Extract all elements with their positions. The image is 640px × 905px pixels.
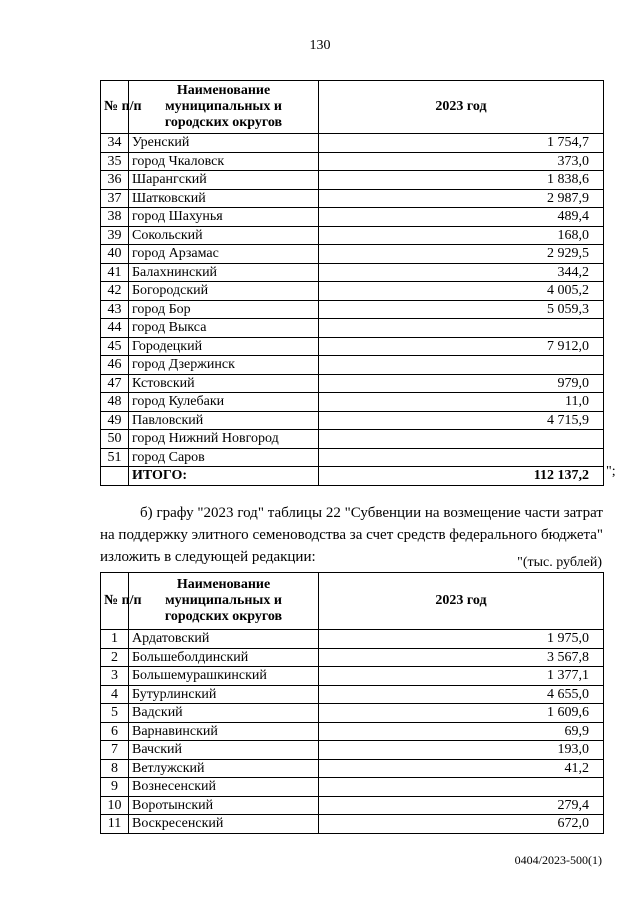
closing-quote-mark: ";: [606, 464, 616, 479]
row-number: 45: [101, 337, 129, 356]
row-number: 2: [101, 648, 129, 667]
district-name: город Бор: [129, 300, 319, 319]
row-number: 40: [101, 245, 129, 264]
table-row: [101, 300, 604, 319]
row-value: 279,4: [319, 796, 604, 815]
row-value: [319, 430, 604, 449]
row-number: 38: [101, 208, 129, 227]
district-name: Большемурашкинский: [129, 667, 319, 686]
district-name: город Кулебаки: [129, 393, 319, 412]
district-name: город Саров: [129, 448, 319, 467]
row-value: 69,9: [319, 722, 604, 741]
district-name: Воротынский: [129, 796, 319, 815]
table-body: [101, 630, 604, 834]
row-number: 6: [101, 722, 129, 741]
row-value: 489,4: [319, 208, 604, 227]
row-value: 4 655,0: [319, 685, 604, 704]
table-row: [101, 393, 604, 412]
row-value: 4 005,2: [319, 282, 604, 301]
row-number: 42: [101, 282, 129, 301]
row-value: 3 567,8: [319, 648, 604, 667]
row-value: 979,0: [319, 374, 604, 393]
district-name: Городецкий: [129, 337, 319, 356]
header-num: № п/п: [101, 573, 129, 630]
row-number: 34: [101, 134, 129, 153]
district-name: Воскресенский: [129, 815, 319, 834]
row-value: [319, 356, 604, 375]
row-value: 2 929,5: [319, 245, 604, 264]
total-label: ИТОГО:: [129, 467, 319, 486]
district-name: Шарангский: [129, 171, 319, 190]
table-row: [101, 722, 604, 741]
row-number: 7: [101, 741, 129, 760]
row-number: 46: [101, 356, 129, 375]
page-number: 130: [309, 38, 331, 53]
row-value: 2 987,9: [319, 189, 604, 208]
row-number: 5: [101, 704, 129, 723]
district-name: Сокольский: [129, 226, 319, 245]
table-row: [101, 685, 604, 704]
row-number: 10: [101, 796, 129, 815]
table-row: [101, 448, 604, 467]
table-header-row: [101, 81, 604, 134]
table-row: [101, 282, 604, 301]
table-row: [101, 337, 604, 356]
table-row: [101, 134, 604, 153]
row-number: 11: [101, 815, 129, 834]
header-year: 2023 год: [319, 81, 604, 134]
table-row: [101, 208, 604, 227]
table-row: [101, 815, 604, 834]
units-label: "(тыс. рублей): [517, 555, 602, 570]
table-row: [101, 171, 604, 190]
district-name: Богородский: [129, 282, 319, 301]
table-row: [101, 411, 604, 430]
row-number: 9: [101, 778, 129, 797]
district-name: город Арзамас: [129, 245, 319, 264]
row-number: 8: [101, 759, 129, 778]
district-name: Уренский: [129, 134, 319, 153]
table-row: [101, 759, 604, 778]
document-code: 0404/2023-500(1): [514, 853, 602, 867]
row-number: 36: [101, 171, 129, 190]
row-value: 5 059,3: [319, 300, 604, 319]
district-name: город Шахунья: [129, 208, 319, 227]
row-value: 41,2: [319, 759, 604, 778]
table-body: [101, 134, 604, 486]
row-value: 672,0: [319, 815, 604, 834]
district-name: город Нижний Новгород: [129, 430, 319, 449]
row-value: [319, 319, 604, 338]
subsidy-table-1: [100, 80, 604, 486]
header-name: Наименование муниципальных и городских округов: [129, 81, 319, 134]
district-name: Ардатовский: [129, 630, 319, 649]
row-value: 373,0: [319, 152, 604, 171]
amendment-paragraph: б) графу "2023 год" таблицы 22 "Субвенции на возмещение части затрат на поддержку элитного семеноводства за счет средств федерального бюджета" изложить в следующей редакции:: [100, 505, 603, 565]
table-row: [101, 152, 604, 171]
row-value: 1 609,6: [319, 704, 604, 723]
row-value: 1 975,0: [319, 630, 604, 649]
row-value: [319, 448, 604, 467]
district-name: Вознесенский: [129, 778, 319, 797]
row-number: 44: [101, 319, 129, 338]
table-row: [101, 430, 604, 449]
row-value: [319, 778, 604, 797]
district-name: Ветлужский: [129, 759, 319, 778]
row-number: 51: [101, 448, 129, 467]
table-row: [101, 189, 604, 208]
district-name: Кстовский: [129, 374, 319, 393]
district-name: город Дзержинск: [129, 356, 319, 375]
row-number: 49: [101, 411, 129, 430]
row-value: 344,2: [319, 263, 604, 282]
table-row: [101, 778, 604, 797]
table-row: [101, 356, 604, 375]
row-number: 50: [101, 430, 129, 449]
table-row: [101, 245, 604, 264]
table-row: [101, 796, 604, 815]
row-number: 47: [101, 374, 129, 393]
table-row: [101, 319, 604, 338]
total-value: 112 137,2: [319, 467, 604, 486]
total-row: [101, 467, 604, 486]
district-name: Бутурлинский: [129, 685, 319, 704]
district-name: Вадский: [129, 704, 319, 723]
row-number: 35: [101, 152, 129, 171]
row-value: 193,0: [319, 741, 604, 760]
row-number: 43: [101, 300, 129, 319]
row-value: 11,0: [319, 393, 604, 412]
table-row: [101, 741, 604, 760]
table-row: [101, 704, 604, 723]
district-name: город Выкса: [129, 319, 319, 338]
header-year: 2023 год: [319, 573, 604, 630]
row-number: 4: [101, 685, 129, 704]
row-number: 39: [101, 226, 129, 245]
row-value: 1 377,1: [319, 667, 604, 686]
row-value: 1 838,6: [319, 171, 604, 190]
row-number: 41: [101, 263, 129, 282]
district-name: город Чкаловск: [129, 152, 319, 171]
table-row: [101, 226, 604, 245]
table-row: [101, 263, 604, 282]
district-name: Вачский: [129, 741, 319, 760]
table-row: [101, 374, 604, 393]
row-value: 4 715,9: [319, 411, 604, 430]
table-header-row: [101, 573, 604, 630]
row-value: 1 754,7: [319, 134, 604, 153]
district-name: Большеболдинский: [129, 648, 319, 667]
row-value: 168,0: [319, 226, 604, 245]
table-row: [101, 667, 604, 686]
row-number: 48: [101, 393, 129, 412]
district-name: Павловский: [129, 411, 319, 430]
subsidy-table-2: [100, 572, 604, 834]
district-name: Балахнинский: [129, 263, 319, 282]
row-number: 3: [101, 667, 129, 686]
header-name: Наименование муниципальных и городских округов: [129, 573, 319, 630]
district-name: Варнавинский: [129, 722, 319, 741]
header-num: № п/п: [101, 81, 129, 134]
row-number: 37: [101, 189, 129, 208]
table-row: [101, 648, 604, 667]
district-name: Шатковский: [129, 189, 319, 208]
row-value: 7 912,0: [319, 337, 604, 356]
table-row: [101, 630, 604, 649]
total-empty-cell: [101, 467, 129, 486]
row-number: 1: [101, 630, 129, 649]
